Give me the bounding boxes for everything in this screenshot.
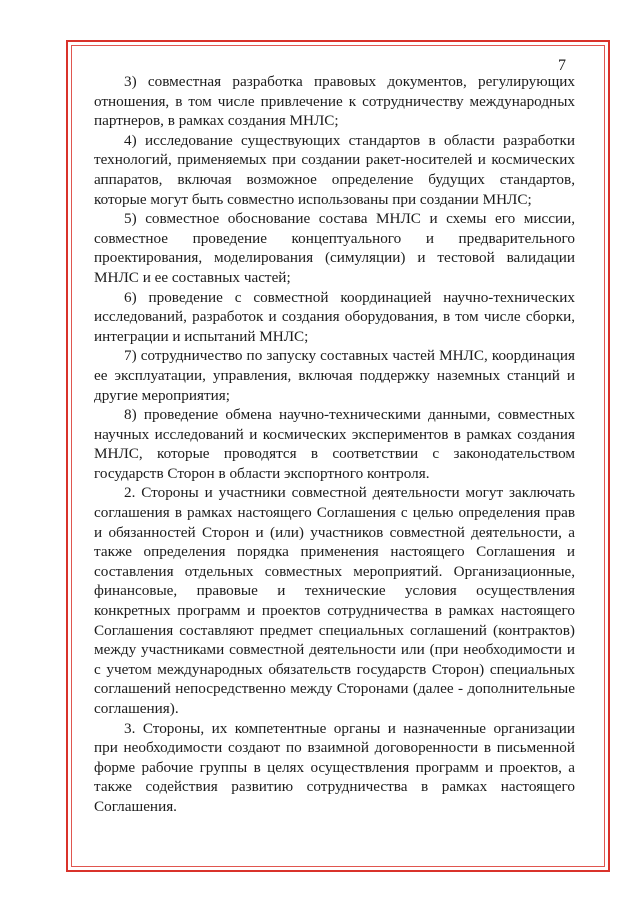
paragraph-item-3: 3) совместная разработка правовых документов, регулирующих отношения, в том числе привлечение к сотрудничеству международных партнеров, в рамках создания МНЛС;	[94, 73, 575, 130]
paragraph-section-2: 2. Стороны и участники совместной деятельности могут заключать соглашения в рамках настоящего Соглашения с целью определения прав и обязанностей Сторон и (или) участников совместной деятельности, а также определения порядка применения настоящего Соглашения и составления отдельных совместных мероприятий. Организационные, финансовые, правовые и технические условия осуществления конкретных программ и проектов сотрудничества в рамках настоящего Соглашения составляют предмет специальных соглашений (контрактов) между участниками совместной деятельности или (при необходимости и с учетом международных обязательств государств Сторон) специальных соглашений непосредственно между Сторонами (далее - дополнительные соглашения).	[94, 484, 575, 717]
paragraph-item-7: 7) сотрудничество по запуску составных частей МНЛС, координация ее эксплуатации, управления, включая поддержку наземных станций и другие мероприятия;	[94, 347, 575, 404]
paragraph-item-6: 6) проведение с совместной координацией научно-технических исследований, разработок и создания оборудования, в том числе сборки, интеграции и испытаний МНЛС;	[94, 288, 575, 345]
paragraph-section-3: 3. Стороны, их компетентные органы и назначенные организации при необходимости создают по взаимной договоренности в письменной форме рабочие группы в целях осуществления программ и проектов, а также содействия развитию сотрудничества в рамках настоящего Соглашения.	[94, 719, 575, 815]
paragraph-item-5: 5) совместное обоснование состава МНЛС и схемы его миссии, совместное проведение концептуального и предварительного проектирования, моделирования (симуляции) и тестовой валидации МНЛС и ее составных частей;	[94, 210, 575, 286]
paragraph-item-8: 8) проведение обмена научно-техническими данными, совместных научных исследований и космических экспериментов в рамках создания МНЛС, которые проводятся в соответствии с законодательством государств Сторон в области экспортного контроля.	[94, 406, 575, 482]
page-number: 7	[558, 57, 566, 74]
paragraph-item-4: 4) исследование существующих стандартов в области разработки технологий, применяемых при создании ракет-носителей и космических аппаратов, включая возможное определение будущих стандартов, которые могут быть совместно использованы при создании МНЛС;	[94, 131, 575, 208]
document-body	[94, 72, 575, 817]
